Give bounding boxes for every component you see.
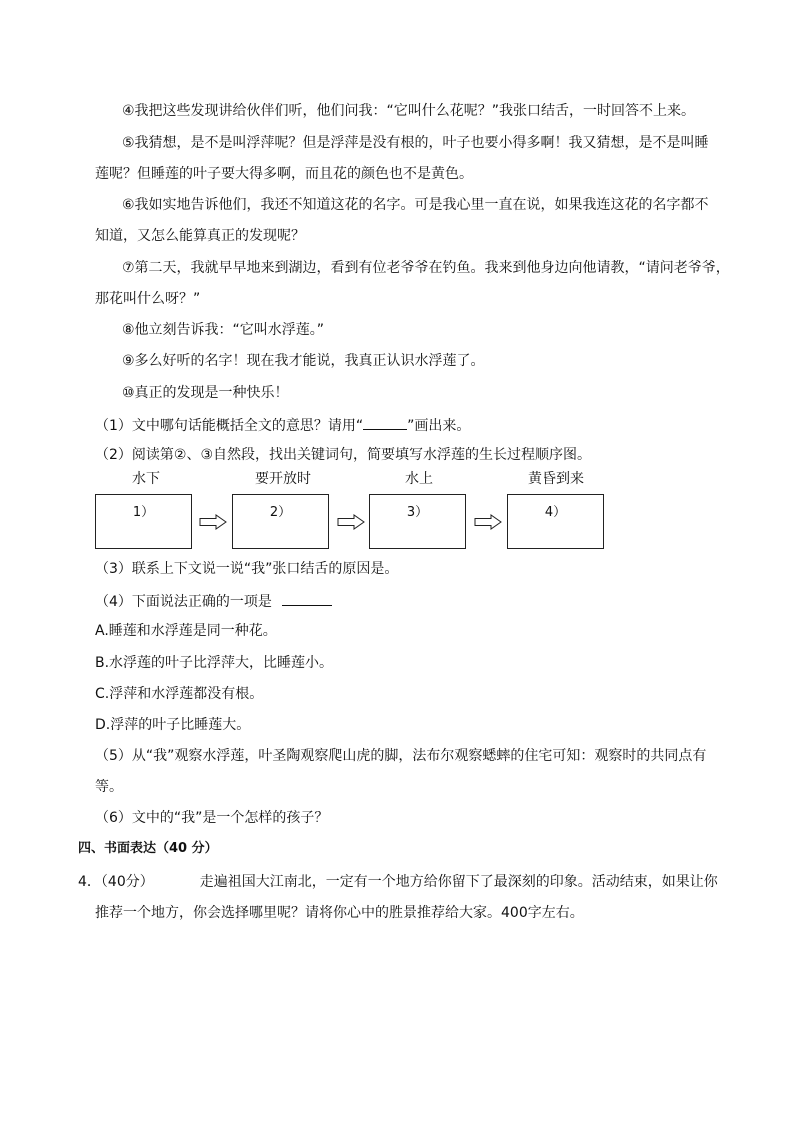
question-1-blank[interactable] [363, 415, 407, 430]
right-arrow-icon [337, 514, 365, 530]
passage-para-9: ⑨多么好听的名字！现在我才能说，我真正认识水浮莲了。 [122, 353, 485, 369]
stage-box-3[interactable]: 3） [369, 494, 466, 549]
question-3: （3）联系上下文说一说“我”张口结舌的原因是。 [95, 561, 399, 577]
passage-para-5-line1: ⑤我猜想，是不是叫浮萍呢？但是浮萍是没有根的，叶子也要小得多啊！我又猜想，是不是叫睡 [122, 135, 709, 151]
passage-para-6-line1: ⑥我如实地告诉他们，我还不知道这花的名字。可是我心里一直在说，如果我连这花的名字都不 [122, 197, 709, 213]
question-5-line1: （5）从“我”观察水浮莲，叶圣陶观察爬山虎的脚，法布尔观察蟋蟀的住宅可知：观察时的共同点有 [95, 748, 707, 764]
option-a: A.睡莲和水浮莲是同一种花。 [95, 623, 277, 639]
question-1-prompt: （1）文中哪句话能概括全文的意思？请用“ [95, 418, 364, 434]
option-c: C.浮萍和水浮莲都没有根。 [95, 686, 264, 702]
writing-question-line2: 推荐一个地方，你会选择哪里呢？请将你心中的胜景推荐给大家。400字左右。 [95, 905, 584, 921]
stage-label-above-water: 水上 [405, 471, 433, 487]
question-6: （6）文中的“我”是一个怎样的孩子？ [95, 810, 329, 826]
stage-label-underwater: 水下 [132, 471, 160, 487]
question-4-prompt: （4）下面说法正确的一项是 [95, 594, 272, 610]
question-4 [95, 591, 332, 611]
writing-question-number: 4．（40分） [78, 874, 154, 890]
stage-box-1[interactable]: 1） [95, 494, 192, 549]
section-title: 四、书面表达（40 分） [78, 841, 218, 856]
passage-para-6-line2: 知道，又怎么能算真正的发现呢？ [95, 228, 305, 244]
option-d: D.浮萍的叶子比睡莲大。 [95, 717, 251, 733]
right-arrow-icon [199, 514, 227, 530]
passage-para-10: ⑩真正的发现是一种快乐！ [122, 385, 289, 401]
question-4-blank[interactable] [282, 591, 332, 606]
passage-para-7-line1: ⑦第二天，我就早早地来到湖边，看到有位老爷爷在钓鱼。我来到他身边向他请教，“请问老爷爷， [122, 260, 730, 276]
question-1 [95, 415, 470, 435]
stage-label-about-to-bloom: 要开放时 [255, 471, 311, 487]
passage-para-5-line2: 莲呢？但睡莲的叶子要大得多啊，而且花的颜色也不是黄色。 [95, 166, 473, 182]
option-b: B.水浮莲的叶子比浮萍大，比睡莲小。 [95, 655, 334, 671]
stage-box-2[interactable]: 2） [232, 494, 329, 549]
passage-para-4: ④我把这些发现讲给伙伴们听，他们问我：“它叫什么花呢？”我张口结舌，一时回答不上来。 [122, 103, 696, 119]
writing-question-line1 [78, 873, 718, 891]
stage-box-4[interactable]: 4） [507, 494, 604, 549]
passage-para-8: ⑧他立刻告诉我：“它叫水浮莲。” [122, 322, 325, 338]
question-1-suffix: ”画出来。 [407, 418, 471, 434]
passage-para-7-line2: 那花叫什么呀？” [95, 291, 201, 307]
stage-label-dusk: 黄昏到来 [528, 471, 584, 487]
question-2: （2）阅读第②、③自然段，找出关键词句，简要填写水浮莲的生长过程顺序图。 [95, 447, 592, 463]
right-arrow-icon [474, 514, 502, 530]
writing-question-text: 走遍祖国大江南北，一定有一个地方给你留下了最深刻的印象。活动结束，如果让你 [199, 874, 718, 890]
question-5-line2: 等。 [95, 779, 123, 795]
